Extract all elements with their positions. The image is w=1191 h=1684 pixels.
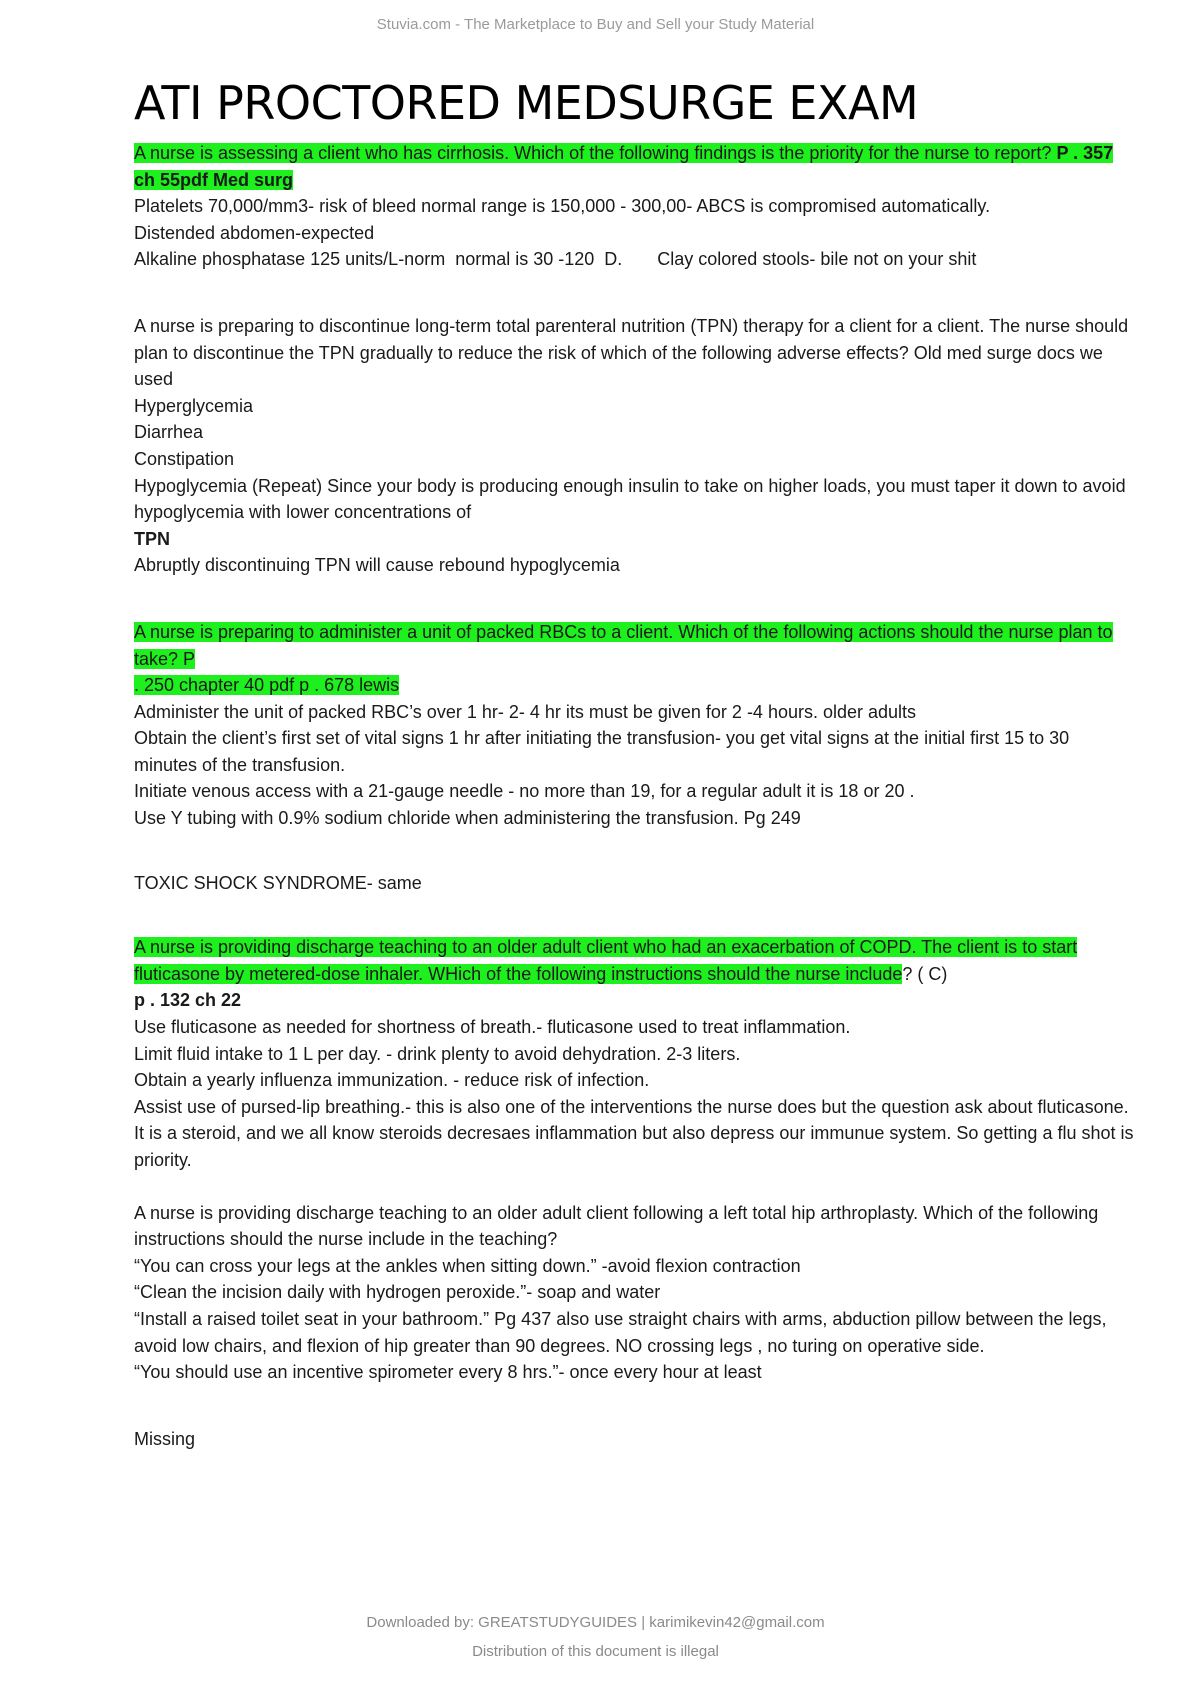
spacer: [134, 1174, 1134, 1200]
q2-option-2: Diarrhea: [134, 422, 204, 443]
q5-option-2: “Clean the incision daily with hydrogen peroxide.”- soap and water: [134, 1282, 661, 1303]
q1-option-2: Distended abdomen-expected: [134, 222, 375, 243]
q3-highlighted-stem: A nurse is preparing to administer a unit of packed RBCs to a client. Which of the following actions should the nurse plan to take? P: [134, 621, 1113, 669]
q4-option-1: Use fluticasone as needed for shortness of breath.- fluticasone used to treat inflammation.: [134, 1017, 851, 1038]
question-1-stem: [134, 140, 1134, 193]
q3-option-4: Use Y tubing with 0.9% sodium chloride when administering the transfusion. Pg 249: [134, 808, 801, 829]
toxic-shock-note: TOXIC SHOCK SYNDROME- same: [134, 872, 422, 893]
question-4-stem: [134, 934, 1134, 987]
question-5-stem: A nurse is providing discharge teaching to an older adult client following a left total hip arthroplasty. Which of the following instructions should the nurse include in the teaching?: [134, 1202, 1099, 1250]
spacer: [134, 1386, 1134, 1426]
spacer: [134, 273, 1134, 313]
q4-highlighted-stem: A nurse is providing discharge teaching to an older adult client who had an exacerbation of COPD. The client is to start fluticasone by metered-dose inhaler. WHich of the following instructions should the nurse include: [134, 937, 1078, 984]
footer-distribution-notice: Distribution of this document is illegal: [472, 1643, 719, 1660]
q1-option-1: Platelets 70,000/mm3- risk of bleed normal range is 150,000 - 300,00- ABCS is compromised automatically.: [134, 196, 991, 217]
q5-option-4: “You should use an incentive spirometer every 8 hrs.”- once every hour at least: [134, 1362, 762, 1383]
spacer: [134, 579, 1134, 619]
q3-reference: [134, 672, 1134, 699]
q1-page-reference: P . 357 ch 55pdf Med surg: [134, 143, 1114, 190]
q3-option-2: Obtain the client’s first set of vital signs 1 hr after initiating the transfusion- you get vital signs at the initial first 15 to 30 minutes of the transfusion.: [134, 728, 1070, 775]
page-header: Stuvia.com - The Marketplace to Buy and Sell your Study Material: [376, 16, 815, 33]
q2-tpn-label: TPN: [134, 528, 170, 549]
q4-page-reference: p . 132 ch 22: [134, 990, 242, 1011]
q2-option-1: Hyperglycemia: [134, 395, 254, 416]
q4-answer-tail: ? ( C): [902, 963, 948, 984]
q2-option-4: Hypoglycemia (Repeat) Since your body is producing enough insulin to take on higher loads, you must taper it down to avoid hypoglycemia with lower concentrations of: [134, 475, 1126, 523]
q4-option-3: Obtain a yearly influenza immunization. - reduce risk of infection.: [134, 1070, 650, 1091]
document-title: ATI PROCTORED MEDSURGE EXAM: [134, 76, 919, 130]
q1-option-3: Alkaline phosphatase 125 units/L-norm normal is 30 -120 D. Clay colored stools- bile not on your shit: [134, 249, 977, 270]
q3-highlighted-reference: . 250 chapter 40 pdf p . 678 lewis: [134, 675, 400, 696]
question-3-stem: [134, 619, 1134, 672]
document-body: [134, 140, 1134, 1452]
spacer: [134, 832, 1134, 870]
q5-option-1: “You can cross your legs at the ankles when sitting down.” -avoid flexion contraction: [134, 1255, 801, 1276]
q2-option-3: Constipation: [134, 448, 235, 469]
q4-option-4: Assist use of pursed-lip breathing.- this is also one of the interventions the nurse does but the question ask about fluticasone. It is a steroid, and we all know steroids decresaes inflammation but also depress our immunue system. So getting a flu shot is priority.: [134, 1096, 1134, 1170]
footer-downloaded-by: Downloaded by: GREATSTUDYGUIDES | karimikevin42@gmail.com: [366, 1614, 825, 1631]
spacer: [134, 896, 1134, 934]
q1-highlighted-stem: A nurse is assessing a client who has cirrhosis. Which of the following findings is the priority for the nurse to report? P . 357 ch 55pdf Med surg: [134, 143, 1114, 190]
q2-note: Abruptly discontinuing TPN will cause rebound hypoglycemia: [134, 555, 620, 576]
q3-option-3: Initiate venous access with a 21-gauge needle - no more than 19, for a regular adult it is 18 or 20 .: [134, 781, 915, 802]
q3-option-1: Administer the unit of packed RBC’s over 1 hr- 2- 4 hr its must be given for 2 -4 hours. older adults: [134, 701, 917, 722]
q4-option-2: Limit fluid intake to 1 L per day. - drink plenty to avoid dehydration. 2-3 liters.: [134, 1043, 741, 1064]
q5-option-3: “Install a raised toilet seat in your bathroom.” Pg 437 also use straight chairs with arms, abduction pillow between the legs, avoid low chairs, and flexion of hip greater than 90 degrees. NO crossing legs , no turing on operative side.: [134, 1308, 1107, 1356]
question-2-stem: A nurse is preparing to discontinue long-term total parenteral nutrition (TPN) therapy for a client for a client. The nurse should plan to discontinue the TPN gradually to reduce the risk of which of the following adverse effects? Old med surge docs we used: [134, 315, 1129, 390]
missing-note: Missing: [134, 1428, 196, 1449]
